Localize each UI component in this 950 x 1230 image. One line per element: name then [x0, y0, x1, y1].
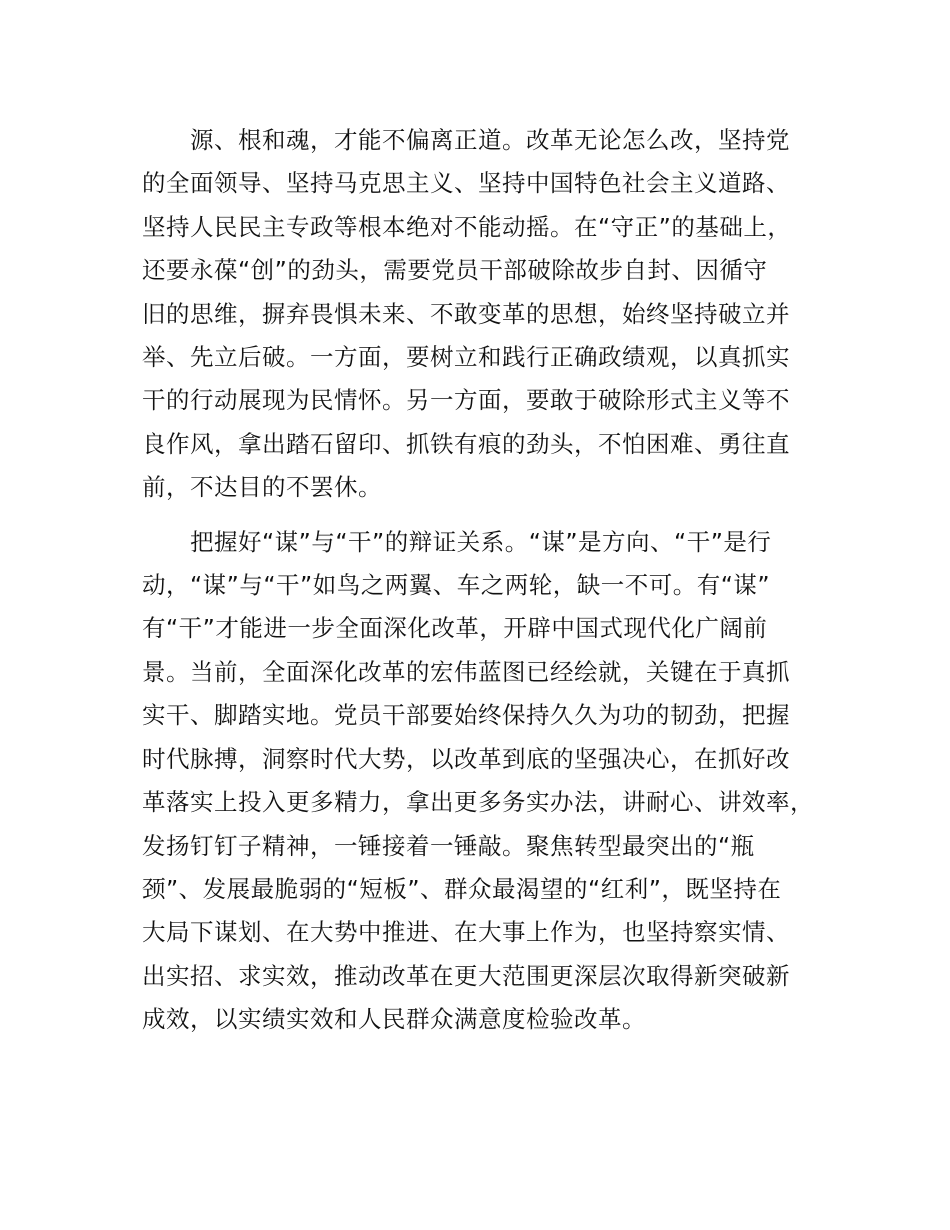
paragraph-line: 景。当前，全面深化改革的宏伟蓝图已经绘就，关键在于真抓 — [142, 657, 790, 686]
paragraph-line: 出实招、求实效，推动改革在更大范围更深层次取得新突破新 — [142, 961, 790, 990]
paragraph-line: 实干、脚踏实地。党员干部要始终保持久久为功的韧劲，把握 — [142, 701, 790, 730]
paragraph-line: 动，“谋”与“干”如鸟之两翼、车之两轮，缺一不可。有“谋” — [142, 571, 771, 600]
paragraph-line: 革落实上投入更多精力，拿出更多务实办法，讲耐心、讲效率， — [142, 788, 814, 817]
paragraph-2 — [142, 521, 842, 1042]
paragraph-line: 举、先立后破。一方面，要树立和践行正确政绩观，以真抓实 — [142, 343, 790, 372]
paragraph-1 — [142, 119, 842, 510]
paragraph-line: 大局下谋划、在大势中推进、在大事上作为，也坚持察实情、 — [142, 918, 790, 947]
paragraph-line: 坚持人民民主专政等根本绝对不能动摇。在“守正”的基础上， — [142, 212, 792, 241]
paragraph-line: 有“干”才能进一步全面深化改革，开辟中国式现代化广阔前 — [142, 614, 768, 643]
paragraph-line: 成效，以实绩实效和人民群众满意度检验改革。 — [142, 1005, 646, 1034]
paragraph-line: 还要永葆“创”的劲头，需要党员干部破除故步自封、因循守 — [142, 256, 768, 285]
paragraph-line: 时代脉搏，洞察时代大势，以改革到底的坚强决心，在抓好改 — [142, 744, 790, 773]
paragraph-line: 源、根和魂，才能不偏离正道。改革无论怎么改，坚持党 — [190, 126, 790, 154]
paragraph-line: 发扬钉钉子精神，一锤接着一锤敲。聚焦转型最突出的“瓶 — [142, 831, 755, 860]
document-body — [142, 119, 842, 1042]
paragraph-line: 把握好“谋”与“干”的辩证关系。“谋”是方向、“干”是行 — [190, 527, 772, 556]
paragraph-line: 旧的思维，摒弃畏惧未来、不敢变革的思想，始终坚持破立并 — [142, 299, 790, 328]
paragraph-line: 颈”、发展最脆弱的“短板”、群众最渴望的“红利”，既坚持在 — [142, 874, 782, 903]
paragraph-line: 干的行动展现为民情怀。另一方面，要敢于破除形式主义等不 — [142, 386, 790, 415]
paragraph-line: 良作风，拿出踏石留印、抓铁有痕的劲头，不怕困难、勇往直 — [142, 429, 790, 458]
paragraph-line: 前，不达目的不罢休。 — [142, 473, 382, 502]
paragraph-line: 的全面领导、坚持马克思主义、坚持中国特色社会主义道路、 — [142, 169, 790, 198]
